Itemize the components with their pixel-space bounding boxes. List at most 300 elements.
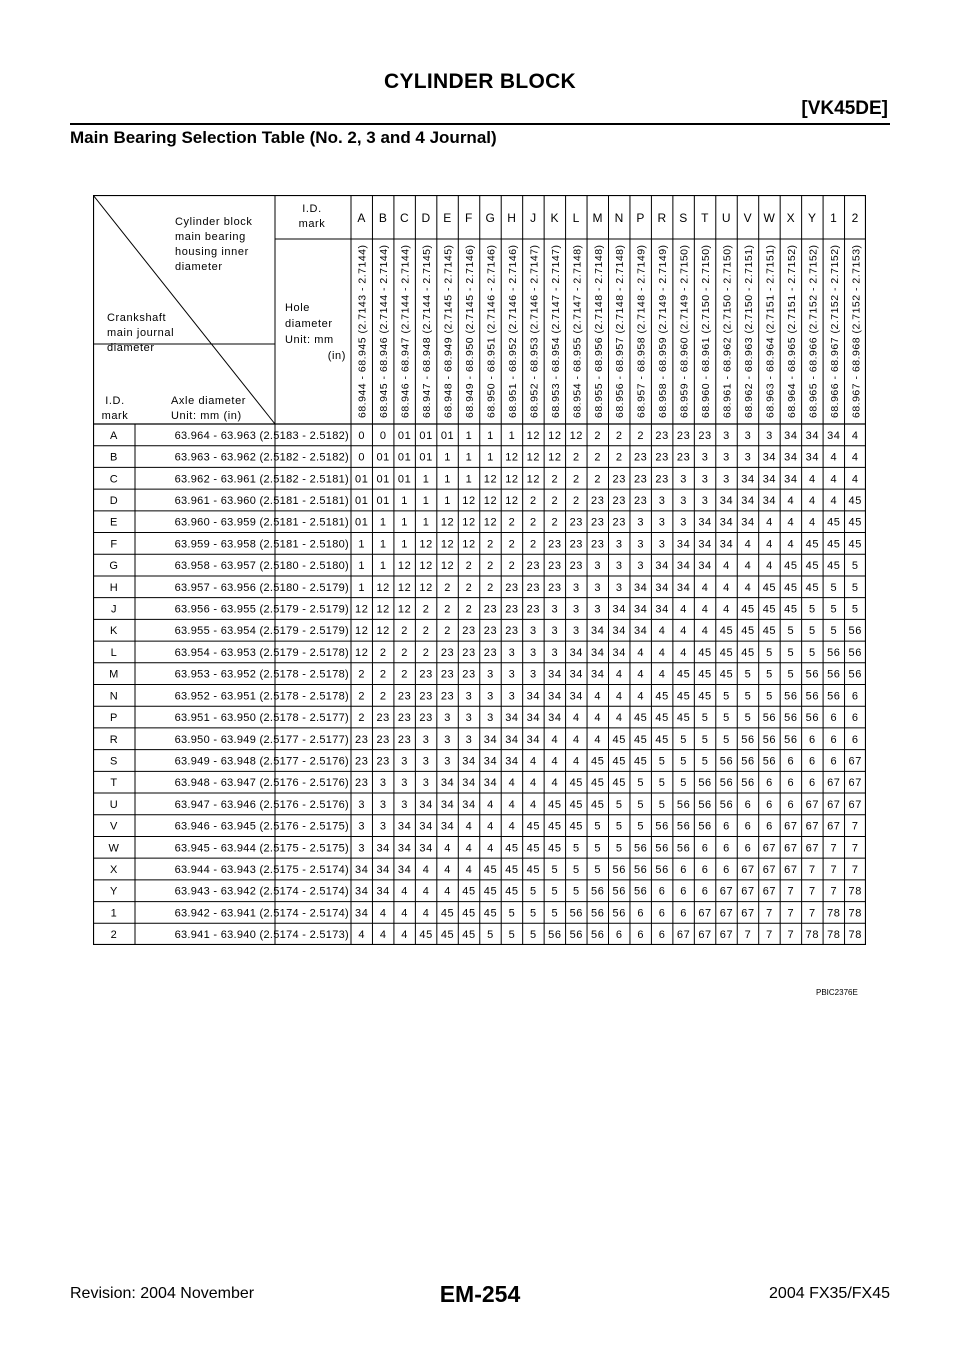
bearing-grade-cell: 01 (355, 494, 369, 507)
bearing-grade-cell: 78 (848, 907, 862, 920)
row-id-mark: 1 (110, 907, 118, 920)
bearing-grade-cell: 5 (594, 842, 602, 855)
bearing-grade-cell: 6 (637, 929, 645, 942)
bearing-grade-cell: 5 (787, 625, 795, 638)
bearing-grade-cell: 5 (572, 885, 580, 898)
bearing-grade-cell: 56 (548, 929, 562, 942)
bearing-grade-cell: 4 (615, 712, 623, 725)
bearing-grade-cell: 56 (612, 907, 626, 920)
bearing-grade-cell: 5 (830, 581, 838, 594)
bearing-grade-cell: 12 (397, 603, 412, 616)
column-id-mark: C (400, 211, 410, 225)
bearing-grade-cell: 5 (637, 777, 645, 790)
bearing-grade-cell: 56 (784, 712, 798, 725)
bearing-grade-cell: 12 (419, 538, 433, 551)
bearing-grade-cell: 6 (830, 733, 838, 746)
bearing-grade-cell: 3 (572, 581, 580, 594)
bearing-grade-cell: 2 (379, 646, 387, 659)
bearing-grade-cell: 45 (462, 929, 476, 942)
bearing-grade-cell: 1 (401, 516, 409, 529)
bearing-grade-cell: 2 (444, 603, 451, 616)
row-id-mark: W (108, 842, 120, 855)
column-hole-range: 68.956 - 68.957 (2.7148 - 2.7148) (614, 244, 627, 418)
bearing-grade-cell: 4 (444, 842, 451, 855)
bearing-grade-cell: 4 (594, 733, 602, 746)
bearing-grade-cell: 34 (762, 473, 777, 486)
bearing-grade-cell: 34 (483, 733, 498, 746)
bearing-grade-cell: 56 (591, 907, 605, 920)
column-id-mark: N (614, 211, 624, 225)
row-id-mark: R (109, 733, 119, 746)
row-axle-range: 63.946 - 63.945 (2.5176 - 2.5175) (174, 820, 349, 833)
bearing-grade-cell: 45 (655, 733, 669, 746)
row-axle-range: 63.949 - 63.948 (2.5177 - 2.5176) (174, 755, 349, 768)
bearing-grade-cell: 67 (805, 798, 820, 811)
bearing-grade-cell: 2 (551, 473, 559, 486)
row-axle-range: 63.947 - 63.946 (2.5176 - 2.5176) (174, 798, 349, 811)
bearing-grade-cell: 5 (594, 864, 602, 877)
bearing-grade-cell: 67 (848, 777, 862, 790)
bearing-grade-cell: 5 (551, 885, 559, 898)
bearing-grade-cell: 2 (487, 538, 494, 551)
bearing-grade-cell: 45 (483, 907, 498, 920)
bearing-grade-cell: 23 (569, 538, 584, 551)
bearing-grade-cell: 45 (526, 864, 541, 877)
bearing-grade-cell: 01 (376, 451, 390, 464)
column-id-mark: T (701, 211, 710, 225)
bearing-grade-cell: 34 (419, 820, 433, 833)
column-id-mark: E (443, 211, 452, 225)
bearing-grade-cell: 7 (830, 842, 838, 855)
bearing-grade-cell: 23 (505, 581, 519, 594)
bearing-grade-cell: 34 (505, 755, 519, 768)
bearing-grade-cell: 4 (594, 690, 602, 703)
bearing-grade-cell: 23 (526, 581, 541, 594)
bearing-grade-cell: 5 (658, 777, 666, 790)
bearing-grade-cell: 12 (526, 451, 541, 464)
bearing-grade-cell: 45 (805, 560, 820, 573)
bearing-grade-cell: 34 (719, 516, 734, 529)
bearing-grade-cell: 34 (805, 429, 820, 442)
bearing-grade-cell: 6 (830, 755, 838, 768)
bearing-grade-cell: 67 (762, 864, 777, 877)
bearing-grade-cell: 01 (376, 494, 390, 507)
bearing-grade-cell: 3 (551, 646, 559, 659)
bearing-grade-cell: 6 (830, 712, 838, 725)
bearing-grade-cell: 3 (701, 494, 709, 507)
bearing-grade-cell: 34 (676, 581, 691, 594)
bearing-grade-cell: 4 (701, 581, 709, 594)
bearing-grade-cell: 7 (766, 929, 773, 942)
bearing-grade-cell: 78 (805, 929, 820, 942)
bearing-grade-cell: 45 (440, 929, 455, 942)
row-axle-range: 63.952 - 63.951 (2.5178 - 2.5178) (174, 690, 349, 703)
bearing-grade-cell: 0 (358, 429, 366, 442)
bearing-grade-cell: 6 (680, 885, 687, 898)
bearing-grade-cell: 6 (658, 885, 666, 898)
bearing-grade-cell: 4 (465, 864, 473, 877)
bearing-grade-cell: 5 (680, 733, 687, 746)
bearing-grade-cell: 34 (483, 777, 498, 790)
bearing-grade-cell: 6 (615, 929, 623, 942)
bearing-grade-cell: 2 (379, 690, 387, 703)
bearing-grade-cell: 3 (444, 755, 451, 768)
bearing-grade-cell: 78 (848, 885, 862, 898)
housing-diameter-label: Cylinder block (175, 216, 253, 228)
bearing-grade-cell: 34 (762, 494, 777, 507)
bearing-grade-cell: 7 (808, 885, 816, 898)
bearing-grade-cell: 45 (805, 538, 820, 551)
bearing-grade-cell: 3 (594, 581, 602, 594)
bearing-grade-cell: 4 (508, 820, 516, 833)
bearing-grade-cell: 4 (680, 625, 687, 638)
bearing-grade-cell: 34 (698, 516, 712, 529)
row-id-mark-label: mark (101, 410, 129, 422)
bearing-grade-cell: 5 (744, 668, 752, 681)
column-hole-range: 68.965 - 68.966 (2.7152 - 2.7152) (807, 244, 820, 418)
bearing-grade-cell: 7 (851, 842, 859, 855)
row-axle-range: 63.962 - 63.961 (2.5182 - 2.5181) (174, 473, 349, 486)
bearing-grade-cell: 5 (744, 712, 752, 725)
column-id-mark-label: I.D. (302, 203, 322, 215)
bearing-grade-cell: 56 (698, 777, 712, 790)
bearing-grade-cell: 2 (401, 646, 409, 659)
bearing-grade-cell: 2 (508, 538, 516, 551)
column-id-mark: P (636, 211, 645, 225)
bearing-grade-cell: 2 (530, 516, 537, 529)
bearing-grade-cell: 7 (851, 820, 859, 833)
bearing-grade-cell: 01 (376, 473, 390, 486)
bearing-grade-cell: 4 (766, 560, 773, 573)
bearing-grade-cell: 23 (505, 625, 519, 638)
column-id-mark: G (485, 211, 496, 225)
bearing-grade-cell: 23 (397, 733, 412, 746)
bearing-grade-cell: 4 (744, 560, 752, 573)
bearing-grade-cell: 45 (676, 690, 691, 703)
bearing-grade-cell: 1 (379, 538, 387, 551)
bearing-grade-cell: 34 (827, 429, 841, 442)
page-title: CYLINDER BLOCK (383, 70, 577, 93)
bearing-grade-cell: 12 (419, 560, 433, 573)
column-id-mark: Y (808, 211, 817, 225)
bearing-grade-cell: 23 (548, 538, 562, 551)
bearing-grade-cell: 34 (440, 798, 455, 811)
bearing-grade-cell: 6 (766, 820, 773, 833)
bearing-grade-cell: 3 (572, 603, 580, 616)
bearing-grade-cell: 1 (422, 516, 430, 529)
bearing-grade-cell: 4 (851, 473, 859, 486)
column-hole-range: 68.944 - 68.945 (2.7143 - 2.7144) (356, 244, 369, 418)
bearing-grade-cell: 2 (615, 451, 623, 464)
bearing-grade-cell: 5 (487, 929, 494, 942)
corner-diagonal (93, 195, 275, 424)
bearing-grade-cell: 45 (784, 560, 798, 573)
bearing-grade-cell: 34 (741, 516, 755, 529)
bearing-grade-cell: 1 (422, 494, 430, 507)
bearing-grade-cell: 3 (358, 798, 366, 811)
bearing-grade-cell: 5 (637, 820, 645, 833)
row-id-mark: Y (110, 885, 118, 898)
bearing-grade-cell: 23 (612, 516, 626, 529)
bearing-grade-cell: 23 (462, 668, 476, 681)
bearing-grade-cell: 56 (633, 864, 648, 877)
bearing-grade-cell: 3 (444, 733, 451, 746)
bearing-grade-cell: 3 (723, 451, 730, 464)
bearing-grade-cell: 23 (569, 516, 584, 529)
bearing-grade-cell: 3 (358, 842, 366, 855)
bearing-grade-cell: 34 (569, 646, 584, 659)
bearing-grade-cell: 23 (676, 451, 691, 464)
bearing-grade-cell: 6 (766, 777, 773, 790)
bearing-grade-cell: 45 (827, 538, 841, 551)
bearing-grade-cell: 45 (591, 755, 605, 768)
bearing-grade-cell: 4 (551, 755, 559, 768)
bearing-grade-cell: 23 (655, 451, 669, 464)
bearing-grade-cell: 6 (744, 798, 752, 811)
bearing-grade-cell: 56 (612, 885, 626, 898)
bearing-grade-cell: 0 (379, 429, 387, 442)
row-id-mark: D (109, 494, 119, 507)
bearing-grade-cell: 45 (483, 864, 498, 877)
bearing-grade-cell: 45 (633, 755, 648, 768)
row-id-mark: C (109, 473, 119, 486)
table-grid (93, 195, 866, 945)
bearing-grade-cell: 4 (551, 777, 559, 790)
bearing-grade-cell: 45 (569, 820, 584, 833)
bearing-grade-cell: 1 (487, 451, 494, 464)
bearing-grade-cell: 2 (572, 451, 580, 464)
row-id-mark: F (110, 538, 118, 551)
bearing-grade-cell: 5 (830, 603, 838, 616)
bearing-grade-cell: 5 (615, 798, 623, 811)
bearing-grade-cell: 12 (376, 581, 390, 594)
bearing-grade-cell: 5 (808, 646, 816, 659)
bearing-grade-cell: 4 (615, 690, 623, 703)
bearing-grade-cell: 67 (827, 798, 841, 811)
bearing-grade-cell: 6 (723, 864, 730, 877)
bearing-grade-cell: 12 (569, 429, 584, 442)
bearing-grade-cell: 56 (633, 885, 648, 898)
bearing-grade-cell: 5 (658, 798, 666, 811)
bearing-grade-cell: 45 (591, 777, 605, 790)
bearing-grade-cell: 34 (655, 581, 669, 594)
bearing-grade-cell: 45 (526, 820, 541, 833)
bearing-grade-cell: 45 (762, 581, 777, 594)
bearing-grade-cell: 2 (615, 429, 623, 442)
bearing-grade-cell: 4 (723, 603, 730, 616)
bearing-grade-cell: 45 (505, 885, 519, 898)
bearing-grade-cell: 45 (505, 864, 519, 877)
bearing-grade-cell: 56 (612, 864, 626, 877)
bearing-grade-cell: 56 (784, 690, 798, 703)
column-hole-range: 68.960 - 68.961 (2.7150 - 2.7150) (700, 244, 713, 418)
row-id-mark: E (110, 516, 118, 529)
row-axle-range: 63.943 - 63.942 (2.5174 - 2.5174) (174, 885, 349, 898)
bearing-grade-cell: 5 (530, 907, 537, 920)
bearing-grade-cell: 1 (401, 538, 409, 551)
bearing-grade-cell: 45 (848, 516, 862, 529)
bearing-grade-cell: 3 (594, 603, 602, 616)
bearing-grade-cell: 12 (397, 581, 412, 594)
row-axle-range: 63.956 - 63.955 (2.5179 - 2.5179) (174, 603, 349, 616)
bearing-grade-cell: 45 (719, 625, 734, 638)
bearing-grade-cell: 34 (397, 842, 412, 855)
column-id-mark: 2 (851, 211, 859, 225)
bearing-grade-cell: 5 (701, 755, 709, 768)
bearing-grade-cell: 12 (376, 625, 390, 638)
bearing-grade-cell: 23 (440, 646, 455, 659)
bearing-grade-cell: 4 (572, 733, 580, 746)
bearing-grade-cell: 23 (483, 646, 498, 659)
bearing-grade-cell: 6 (701, 842, 709, 855)
bearing-grade-cell: 1 (444, 494, 451, 507)
bearing-grade-cell: 23 (397, 690, 412, 703)
bearing-grade-cell: 0 (358, 451, 366, 464)
bearing-grade-cell: 3 (637, 560, 645, 573)
column-id-mark: B (378, 211, 388, 225)
bearing-grade-cell: 4 (766, 538, 773, 551)
bearing-grade-cell: 56 (676, 820, 691, 833)
bearing-grade-cell: 56 (676, 798, 691, 811)
bearing-grade-cell: 34 (719, 494, 734, 507)
bearing-grade-cell: 23 (548, 581, 562, 594)
bearing-grade-cell: 3 (401, 755, 409, 768)
bearing-grade-cell: 34 (548, 712, 562, 725)
bearing-grade-cell: 12 (483, 516, 498, 529)
bearing-grade-cell: 34 (655, 603, 669, 616)
bearing-grade-cell: 12 (483, 473, 498, 486)
bearing-grade-cell: 34 (633, 603, 648, 616)
bearing-grade-cell: 67 (719, 885, 734, 898)
bearing-grade-cell: 23 (376, 733, 390, 746)
bearing-grade-cell: 3 (422, 755, 430, 768)
engine-tag: [VK45DE] (801, 98, 888, 119)
bearing-grade-cell: 4 (422, 864, 430, 877)
bearing-grade-cell: 34 (719, 538, 734, 551)
column-hole-range: 68.951 - 68.952 (2.7146 - 2.7146) (506, 244, 519, 418)
bearing-grade-cell: 2 (487, 560, 494, 573)
bearing-grade-cell: 2 (530, 538, 537, 551)
bearing-grade-cell: 34 (462, 777, 476, 790)
bearing-grade-cell: 45 (848, 538, 862, 551)
bearing-grade-cell: 67 (784, 820, 798, 833)
section-title: Main Bearing Selection Table (No. 2, 3 and 4 Journal) (70, 128, 497, 147)
bearing-grade-cell: 7 (830, 885, 838, 898)
bearing-grade-cell: 3 (508, 690, 516, 703)
bearing-grade-cell: 12 (483, 494, 498, 507)
bearing-grade-cell: 5 (851, 560, 859, 573)
bearing-grade-cell: 67 (698, 929, 712, 942)
column-hole-range: 68.961 - 68.962 (2.7150 - 2.7150) (721, 244, 734, 418)
bearing-grade-cell: 34 (784, 473, 798, 486)
bearing-grade-cell: 34 (419, 842, 433, 855)
bearing-grade-cell: 2 (572, 494, 580, 507)
bearing-grade-cell: 5 (787, 668, 795, 681)
bearing-grade-cell: 5 (530, 885, 537, 898)
bearing-grade-cell: 3 (379, 820, 387, 833)
bearing-grade-cell: 3 (465, 712, 473, 725)
hole-diameter-label: diameter (285, 318, 333, 330)
bearing-grade-cell: 6 (658, 907, 666, 920)
bearing-grade-cell: 67 (848, 755, 862, 768)
bearing-grade-cell: 56 (805, 668, 820, 681)
bearing-grade-cell: 45 (548, 842, 562, 855)
bearing-grade-cell: 5 (723, 733, 730, 746)
housing-diameter-label: main bearing (175, 231, 246, 243)
bearing-grade-cell: 45 (569, 777, 584, 790)
bearing-grade-cell: 4 (594, 712, 602, 725)
bearing-grade-cell: 45 (848, 494, 862, 507)
bearing-grade-cell: 6 (808, 755, 816, 768)
bearing-grade-cell: 67 (762, 842, 777, 855)
bearing-grade-cell: 45 (440, 907, 455, 920)
bearing-grade-cell: 5 (637, 798, 645, 811)
bearing-grade-cell: 3 (508, 646, 516, 659)
bearing-grade-cell: 2 (444, 581, 451, 594)
bearing-grade-cell: 2 (594, 473, 602, 486)
bearing-grade-cell: 4 (530, 798, 537, 811)
bearing-grade-cell: 23 (355, 755, 369, 768)
row-id-mark: X (110, 864, 118, 877)
bearing-grade-cell: 3 (530, 625, 537, 638)
bearing-grade-cell: 3 (551, 603, 559, 616)
bearing-grade-cell: 56 (848, 668, 862, 681)
bearing-grade-cell: 23 (569, 560, 584, 573)
row-id-mark-label: I.D. (105, 395, 125, 407)
bearing-grade-cell: 4 (508, 777, 516, 790)
column-hole-range: 68.966 - 68.967 (2.7152 - 2.7152) (828, 244, 841, 418)
bearing-grade-cell: 5 (594, 820, 602, 833)
bearing-grade-cell: 4 (830, 451, 838, 464)
row-axle-range: 63.944 - 63.943 (2.5175 - 2.5174) (174, 864, 349, 877)
row-axle-range: 63.948 - 63.947 (2.5176 - 2.5176) (174, 777, 349, 790)
bearing-grade-cell: 56 (805, 712, 820, 725)
bearing-grade-cell: 12 (419, 581, 433, 594)
bearing-grade-cell: 4 (723, 581, 730, 594)
bearing-grade-cell: 5 (572, 864, 580, 877)
bearing-grade-cell: 4 (637, 690, 645, 703)
bearing-grade-cell: 34 (762, 451, 777, 464)
bearing-grade-cell: 56 (698, 798, 712, 811)
bearing-grade-cell: 45 (655, 690, 669, 703)
bearing-grade-cell: 45 (784, 581, 798, 594)
bearing-grade-cell: 34 (440, 777, 455, 790)
column-id-mark: K (550, 211, 560, 225)
row-axle-range: 63.960 - 63.959 (2.5181 - 2.5181) (174, 516, 349, 529)
bearing-grade-cell: 23 (633, 494, 648, 507)
bearing-grade-cell: 12 (376, 603, 390, 616)
bearing-grade-cell: 45 (633, 733, 648, 746)
bearing-grade-cell: 12 (505, 451, 519, 464)
column-hole-range: 68.967 - 68.968 (2.7152 - 2.7153) (850, 244, 863, 418)
bearing-grade-cell: 67 (784, 864, 798, 877)
column-hole-range: 68.957 - 68.958 (2.7148 - 2.7149) (635, 244, 648, 418)
bearing-grade-cell: 7 (744, 929, 752, 942)
bearing-grade-cell: 34 (569, 690, 584, 703)
bearing-grade-cell: 4 (422, 907, 430, 920)
bearing-grade-cell: 45 (741, 646, 755, 659)
bearing-grade-cell: 01 (419, 429, 433, 442)
bearing-grade-cell: 45 (569, 798, 584, 811)
header-rule (70, 123, 890, 125)
bearing-grade-cell: 5 (680, 777, 687, 790)
revision-date: Revision: 2004 November (70, 1285, 255, 1302)
bearing-grade-cell: 4 (637, 668, 645, 681)
bearing-grade-cell: 34 (698, 538, 712, 551)
column-hole-range: 68.952 - 68.953 (2.7146 - 2.7147) (528, 244, 541, 418)
bearing-grade-cell: 23 (655, 429, 669, 442)
bearing-grade-cell: 2 (487, 581, 494, 594)
